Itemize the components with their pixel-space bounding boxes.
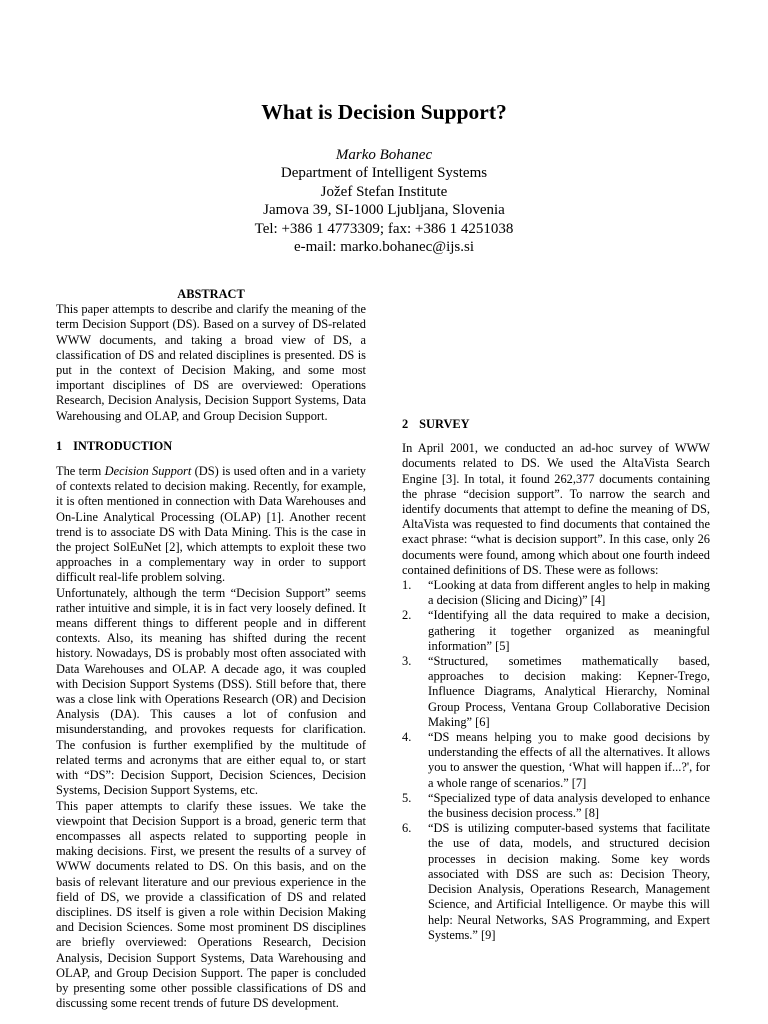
right-column xyxy=(402,287,710,943)
introduction-heading xyxy=(56,439,366,454)
list-item: 2. “Identifying all the data required to make a decision, gathering it together organized as meaningful information” [5] xyxy=(402,608,710,653)
section-title: INTRODUCTION xyxy=(73,438,173,453)
list-item: 3. “Structured, sometimes mathematically based, approaches to decision making: Kepner-Trego, Influence Diagrams, Analytical Hierarchy, Nominal Group Process, Ventana Group Collaborative Decision Making” [6] xyxy=(402,654,710,729)
survey-paragraph: In April 2001, we conducted an ad-hoc survey of WWW documents related to DS. We used the AltaVista Search Engine [3]. In total, it found 262,377 documents containing the phrase “decision support”. To narrow the search and identify documents that attempt to define the meaning of DS, AltaVista was requested to find documents that contained the exact phrase: “what is decision support”. In this case, only 26 documents were found, among which about one fourth indeed contained definitions of DS. These were as follows: xyxy=(402,441,710,577)
phone-fax: Tel: +386 1 4773309; fax: +386 1 4251038 xyxy=(254,220,514,237)
definitions-list xyxy=(402,578,710,943)
list-item: 5. “Specialized type of data analysis developed to enhance the business decision process.” [8] xyxy=(402,790,710,821)
list-item: 6. “DS is utilizing computer-based systems that facilitate the use of data, models, and structured decision processes in decision making. Some key words associated with DSS are such as: Decision Theory, Decision Analysis, Operations Research, Management Science, and Artificial Intelligence. Or maybe this will help: Neural Networks, SAS Programming, and Expert Systems.” [9] xyxy=(402,821,710,942)
decision-support-term: Decision Support xyxy=(104,464,192,479)
intro-paragraph-3: This paper attempts to clarify these issues. We take the viewpoint that Decision Support is a broad, generic term that encompasses all aspects related to supporting people in making decisions. First, we present the results of a survey of WWW documents related to DS. On this basis, and on the basis of relevant literature and our previous experience in the field of DS, we provide a classification of DS and related disciplines. DS itself is given a role within Decision Making and Decision Sciences. Some most prominent DS disciplines are briefly overviewed: Operations Research, Decision Analysis, Decision Support Systems, Data Warehousing and OLAP, and Group Decision Support. The paper is concluded by presenting some other possible classifications of DS and discussing some recent trends of future DS development. xyxy=(56,798,366,1011)
intro-paragraph-2: Unfortunately, although the term “Decision Support” seems rather intuitive and simple, it is in fact very loosely defined. It means different things to different people and in different contexts. Also, its meaning has shifted during the recent history. Nowadays, DS is probably most often associated with Data Warehouses and OLAP. A decade ago, it was coupled with Decision Support Systems (DSS). Still before that, there was a close link with Operations Research (OR) and Decision Analysis (DA). This causes a lot of confusion and misunderstanding, and provokes requests for clarification. The confusion is further exemplified by the multitude of related terms and acronyms that are either equal to, or start with “DS”: Decision Support, Decision Sciences, Decision Systems, Decision Support Systems, etc. xyxy=(56,585,366,798)
author-block xyxy=(0,146,768,256)
author-name: Marko Bohanec xyxy=(335,147,433,163)
department: Department of Intelligent Systems xyxy=(280,165,488,182)
address: Jamova 39, SI-1000 Ljubljana, Slovenia xyxy=(263,202,505,219)
list-item: 4. “DS means helping you to make good decisions by understanding the effects of all the alternatives. It allows you to answer the question, ‘What will happen if...?', for a whole range of scenarios.” [7] xyxy=(402,730,710,790)
abstract-text: This paper attempts to describe and clarify the meaning of the term Decision Support (DS). Based on a survey of DS-related WWW documents, and taking a broad view of DS, a classification of DS and related disciplines is presented. DS is put in the context of Decision Making, and some most important disciplines of DS are overviewed: Operations Research, Decision Analysis, Decision Support Systems, Data Warehousing and OLAP, and Group Decision Support. xyxy=(56,302,366,423)
paper-title: What is Decision Support? xyxy=(261,100,507,124)
email: e-mail: marko.bohanec@ijs.si xyxy=(293,239,474,256)
section-number: 2 xyxy=(402,417,409,431)
section-number: 1 xyxy=(56,438,63,453)
section-title: SURVEY xyxy=(419,417,470,431)
intro-paragraph-1: The term Decision Support (DS) is used often and in a variety of contexts related to decision making. Recently, for example, it is often mentioned in connection with Data Warehouses and On-Line Analytical Processing (OLAP) [1]. Another recent trend is to associate DS with Data Mining. This is the case in the project SolEuNet [2], which attempts to exploit these two approaches in a complementary way in order to support difficult real-life problem solving. xyxy=(56,464,366,585)
institute: Jožef Stefan Institute xyxy=(320,183,448,200)
survey-heading xyxy=(402,417,710,432)
list-item: 1. “Looking at data from different angles to help in making a decision (Slicing and Dicing)” [4] xyxy=(402,578,710,608)
abstract-heading: ABSTRACT xyxy=(177,287,245,301)
left-column xyxy=(56,287,366,1011)
